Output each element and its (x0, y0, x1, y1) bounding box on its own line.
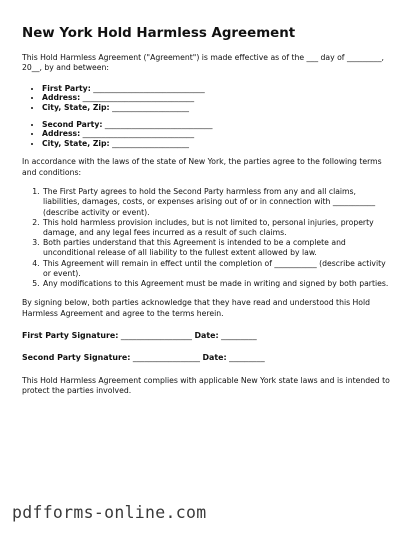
terms-list (22, 187, 394, 289)
first-date-blank: _________ (218, 331, 257, 341)
first-party-city-label: City, State, Zip: (42, 103, 110, 112)
accordance-paragraph: In accordance with the laws of the state of New York, the parties agree to the following terms and conditions: (22, 157, 382, 177)
first-party-city-item (42, 103, 394, 113)
first-party-address-item (42, 93, 394, 103)
term-item: 1. The First Party agrees to hold the Second Party harmless from any and all claims, liabilities, damages, costs, or expenses arising out of or in connection with ___________ (describe activity or event). (42, 187, 394, 218)
second-party-address-item (42, 129, 394, 139)
closing-paragraph: This Hold Harmless Agreement complies with applicable New York state laws and is intended to protect the parties involved. (22, 375, 390, 396)
first-party-address-blank: _____________________________ (80, 93, 195, 103)
second-party-address-blank: _____________________________ (80, 129, 195, 139)
second-party-name-blank: ____________________________ (102, 119, 213, 129)
second-party-list (22, 120, 394, 149)
first-date-label: Date: (194, 331, 219, 341)
term-item: 4. This Agreement will remain in effect until the completion of ___________ (describe activity or event). (42, 259, 394, 279)
second-party-city-item (42, 139, 394, 149)
second-party-address-label: Address: (42, 129, 81, 139)
second-party-signature-line (22, 353, 394, 363)
second-party-city-blank: ____________________ (109, 138, 189, 148)
first-party-name-item (42, 84, 394, 94)
first-party-name-blank: _____________________________ (90, 83, 205, 93)
second-party-city-label: City, State, Zip: (42, 138, 110, 148)
second-signature-blank: _________________ (130, 353, 203, 363)
document-title: New York Hold Harmless Agreement (22, 26, 296, 41)
site-watermark: pdfforms-online.com (12, 503, 207, 522)
first-party-signature-line (22, 331, 394, 341)
term-item: 2. This hold harmless provision includes, but is not limited to, personal injuries, property damage, and any legal fees incurred as a result of such claims. (42, 218, 394, 238)
term-item: 5. Any modifications to this Agreement must be made in writing and signed by both parties. (42, 279, 394, 289)
second-date-label: Date: (202, 353, 227, 363)
first-signature-blank: __________________ (118, 331, 195, 341)
term-item: 3. Both parties understand that this Agreement is intended to be a complete and unconditional release of all liability to the fullest extent allowed by law. (42, 238, 394, 258)
intro-paragraph: This Hold Harmless Agreement ("Agreement") is made effective as of the ___ day of _________, 20__, by and between: (22, 53, 384, 73)
first-party-label: First Party: (42, 83, 91, 93)
first-signature-label: First Party Signature: (22, 331, 119, 341)
second-party-name-item (42, 120, 394, 130)
first-party-city-blank: ____________________ (109, 103, 189, 112)
second-signature-label: Second Party Signature: (22, 353, 131, 363)
second-party-label: Second Party: (42, 119, 103, 129)
first-party-address-label: Address: (42, 93, 81, 103)
first-party-list (22, 84, 394, 113)
document-page (22, 26, 394, 397)
acknowledgement-paragraph: By signing below, both parties acknowledge that they have read and understood this Hold Harmless Agreement and agree to the terms herein. (22, 298, 371, 318)
second-date-blank: _________ (226, 353, 265, 363)
